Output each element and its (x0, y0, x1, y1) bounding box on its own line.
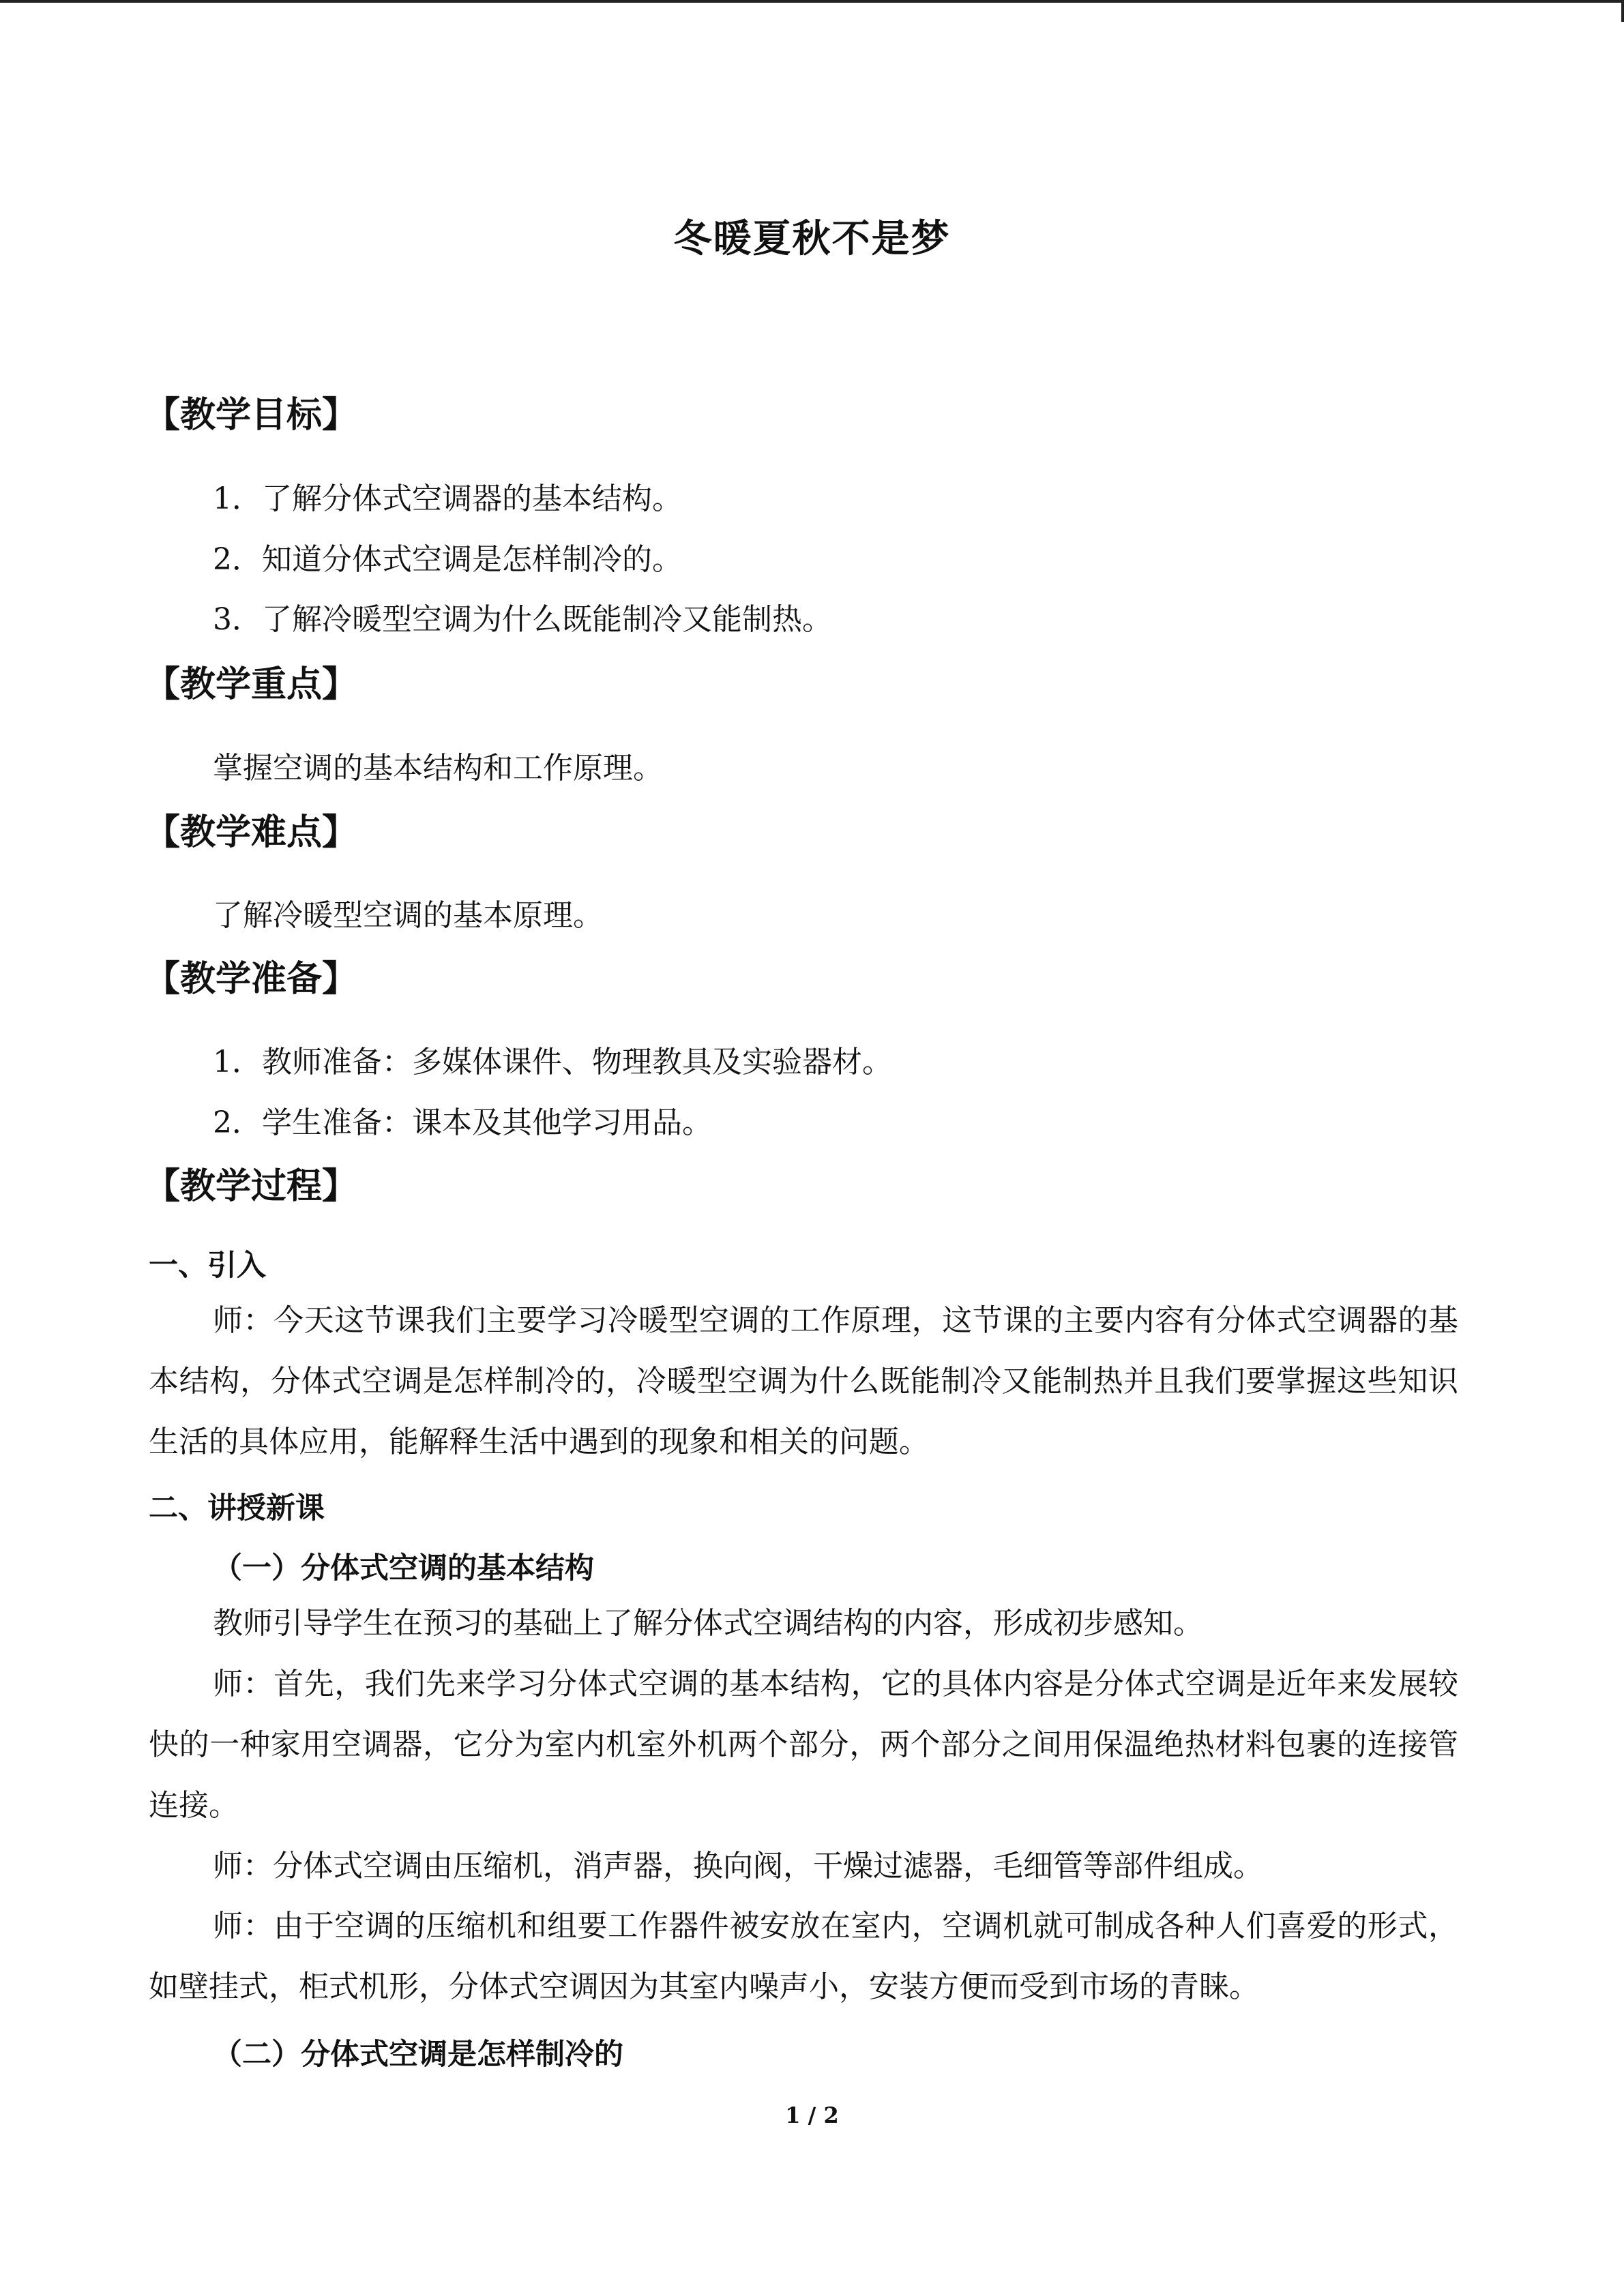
page-title: 冬暖夏秋不是梦 (673, 217, 951, 261)
key-text: 掌握空调的基本结构和工作原理。 (213, 751, 663, 786)
difficulty-heading: 【教学难点】 (145, 812, 358, 853)
sub2-title: （二）分体式空调是怎样制冷的 (213, 2038, 623, 2072)
goals-heading: 【教学目标】 (145, 395, 358, 436)
prep-item-2: 2．学生准备：课本及其他学习用品。 (213, 1105, 712, 1140)
sub1-title: （一）分体式空调的基本结构 (213, 1551, 594, 1585)
part2-title: 二、讲授新课 (149, 1491, 325, 1525)
page-number: 1 / 2 (785, 2102, 839, 2128)
difficulty-text: 了解冷暖型空调的基本原理。 (213, 898, 603, 933)
top-border (0, 0, 1624, 3)
sub1-paragraph-2: 师：首先，我们先来学习分体式空调的基本结构，它的具体内容是分体式空调是近年来发展较快的一种家用空调器，它分为室内机室外机两个部分，两个部分之间用保温绝热材料包裹的连接管连接。 (149, 1667, 1458, 1823)
goals-item-3: 3．了解冷暖型空调为什么既能制冷又能制热。 (213, 602, 832, 637)
part1-title: 一、引入 (149, 1249, 266, 1283)
process-heading: 【教学过程】 (145, 1166, 358, 1207)
sub1-paragraph-4: 师：由于空调的压缩机和组要工作器件被安放在室内，空调机就可制成各种人们喜爱的形式，如壁挂式，柜式机形，分体式空调因为其室内噪声小，安装方便而受到市场的青睐。 (149, 1909, 1458, 2004)
sub1-paragraph-3: 师：分体式空调由压缩机，消声器，换向阀，干燥过滤器，毛细管等部件组成。 (213, 1849, 1263, 1883)
goals-item-2: 2．知道分体式空调是怎样制冷的。 (213, 542, 682, 577)
part1-paragraph: 师：今天这节课我们主要学习冷暖型空调的工作原理，这节课的主要内容有分体式空调器的基本结构，分体式空调是怎样制冷的，冷暖型空调为什么既能制冷又能制热并且我们要掌握这些知识生活的具体应用，能解释生活中遇到的现象和相关的问题。 (149, 1303, 1458, 1459)
goals-item-1: 1．了解分体式空调器的基本结构。 (213, 481, 682, 516)
key-heading: 【教学重点】 (145, 664, 358, 705)
right-border (1621, 0, 1624, 22)
prep-heading: 【教学准备】 (145, 959, 358, 1000)
sub1-paragraph-1: 教师引导学生在预习的基础上了解分体式空调结构的内容，形成初步感知。 (213, 1606, 1203, 1641)
prep-item-1: 1．教师准备：多媒体课件、物理教具及实验器材。 (213, 1045, 892, 1079)
